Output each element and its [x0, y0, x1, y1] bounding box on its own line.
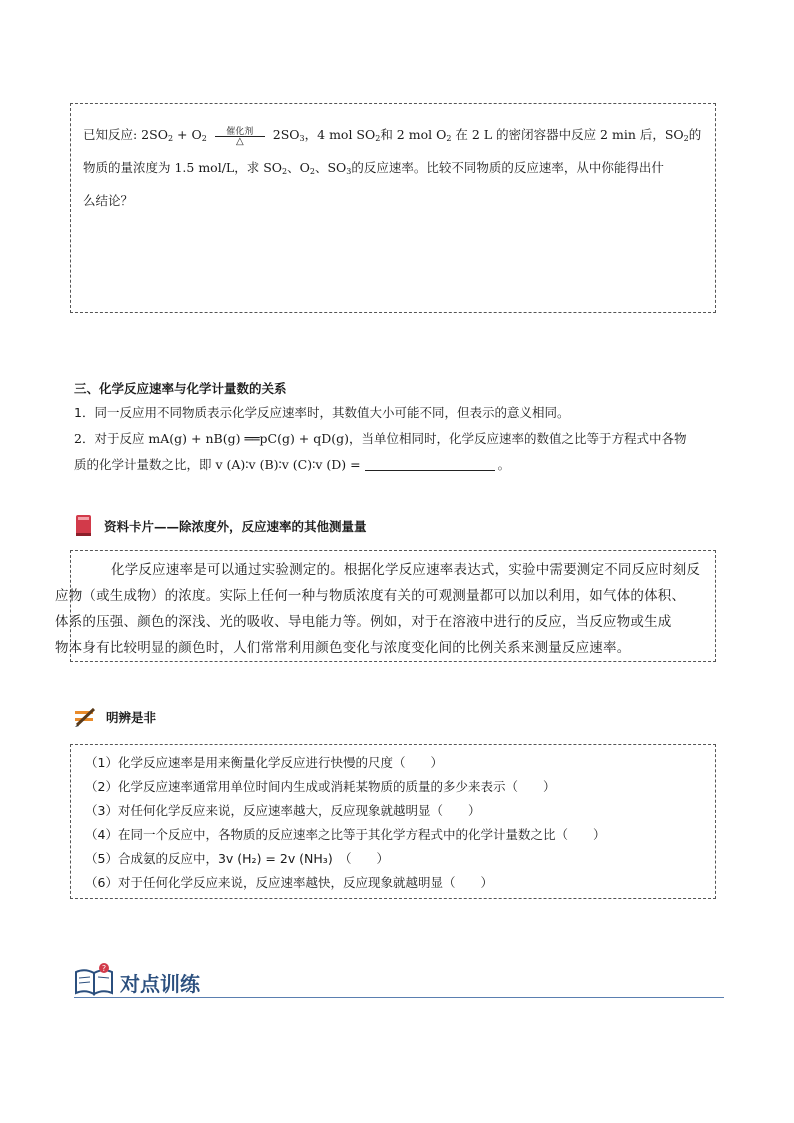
card-header	[74, 514, 367, 538]
problem-text: ，4 mol SO	[304, 127, 376, 142]
problem-box	[70, 103, 716, 313]
open-book-icon	[74, 962, 114, 996]
section-3-item-1: 1．同一反应用不同物质表示化学反应速率时，其数值大小可能不同，但表示的意义相同。	[74, 405, 570, 420]
judge-item: （1）化学反应速率是用来衡量化学反应进行快慢的尺度（ ）	[85, 755, 443, 770]
answer-blank[interactable]	[365, 456, 495, 471]
problem-line-3: 么结论？	[83, 193, 134, 208]
problem-text: 的	[688, 127, 702, 142]
subscript: 2	[683, 134, 689, 143]
card-paragraph	[55, 557, 705, 661]
judge-heading: 明辨是非	[106, 710, 157, 725]
pencil-icon	[74, 707, 96, 727]
judge-header	[74, 707, 156, 727]
judge-item: （5）合成氨的反应中，3v (H₂) = 2v (NH₃) （ ）	[85, 851, 389, 866]
subscript: 2	[375, 134, 381, 143]
card-heading: 资料卡片——除浓度外，反应速率的其他测量量	[104, 519, 367, 534]
subscript: 2	[446, 134, 452, 143]
catalyst-label: 催化剂	[226, 126, 254, 137]
problem-text: + O	[173, 127, 202, 142]
problem-text: 在 2 L 的密闭容器中反应 2 min 后，SO	[451, 127, 684, 142]
section-3	[74, 378, 724, 478]
problem-text: 物质的量浓度为 1.5 mol/L，求 SO	[83, 160, 282, 175]
problem-text: 2SO	[272, 127, 300, 142]
judge-box	[70, 744, 716, 899]
problem-text: 的反应速率。比较不同物质的反应速率，从中你能得出什	[351, 160, 664, 175]
subscript: 3	[346, 167, 352, 176]
problem-line-1	[83, 120, 705, 153]
subscript: 2	[201, 134, 207, 143]
card-line: 体系的压强、颜色的深浅、光的吸收、导电能力等。例如，对于在溶液中进行的反应，当反应物或生成	[55, 614, 672, 630]
problem-text: 、SO	[314, 160, 347, 175]
ratio-text: 质的化学计量数之比，即 v (A)∶v (B)∶v (C)∶v (D) =	[74, 457, 365, 472]
section-3-item-2-line-2	[74, 452, 724, 478]
subscript: 2	[309, 167, 315, 176]
reaction-arrow	[215, 127, 265, 145]
svg-text:?: ?	[101, 964, 107, 973]
practice-header	[74, 962, 724, 998]
section-3-heading: 三、化学反应速率与化学计量数的关系	[74, 381, 287, 396]
subscript: 2	[282, 167, 288, 176]
subscript: 3	[299, 134, 305, 143]
problem-text: 和 2 mol O	[380, 127, 447, 142]
card-line: 物本身有比较明显的颜色时，人们常常利用颜色变化与浓度变化间的比例关系来测量反应速率。	[55, 640, 631, 656]
practice-divider	[74, 997, 724, 998]
judge-item: （6）对于任何化学反应来说，反应速率越快，反应现象就越明显（ ）	[85, 875, 493, 890]
heat-label: △	[235, 135, 244, 147]
judge-item: （4）在同一个反应中，各物质的反应速率之比等于其化学方程式中的化学计量数之比（ ）	[85, 827, 606, 842]
card-line: 应物（或生成物）的浓度。实际上任何一种与物质浓度有关的可观测量都可以加以利用，如气体的体积、	[55, 588, 686, 604]
problem-text: 、O	[287, 160, 310, 175]
problem-text: 已知反应: 2SO	[83, 127, 168, 142]
subscript: 2	[167, 134, 174, 143]
card-line: 化学反应速率是可以通过实验测定的。根据化学反应速率表达式，实验中需要测定不同反应时刻反	[111, 562, 701, 578]
card-box	[55, 550, 716, 662]
practice-heading: 对点训练	[120, 972, 200, 996]
book-icon	[74, 514, 94, 538]
judge-item: （2）化学反应速率通常用单位时间内生成或消耗某物质的质量的多少来表示（ ）	[85, 779, 556, 794]
problem-line-2	[83, 153, 705, 186]
section-3-item-2-line-1: 2．对于反应 mA(g) + nB(g) ══pC(g) + qD(g)，当单位相同时，化学反应速率的数值之比等于方程式中各物	[74, 431, 687, 446]
period-text: 。	[497, 457, 511, 472]
judge-item: （3）对任何化学反应来说，反应速率越大，反应现象就越明显（ ）	[85, 803, 481, 818]
